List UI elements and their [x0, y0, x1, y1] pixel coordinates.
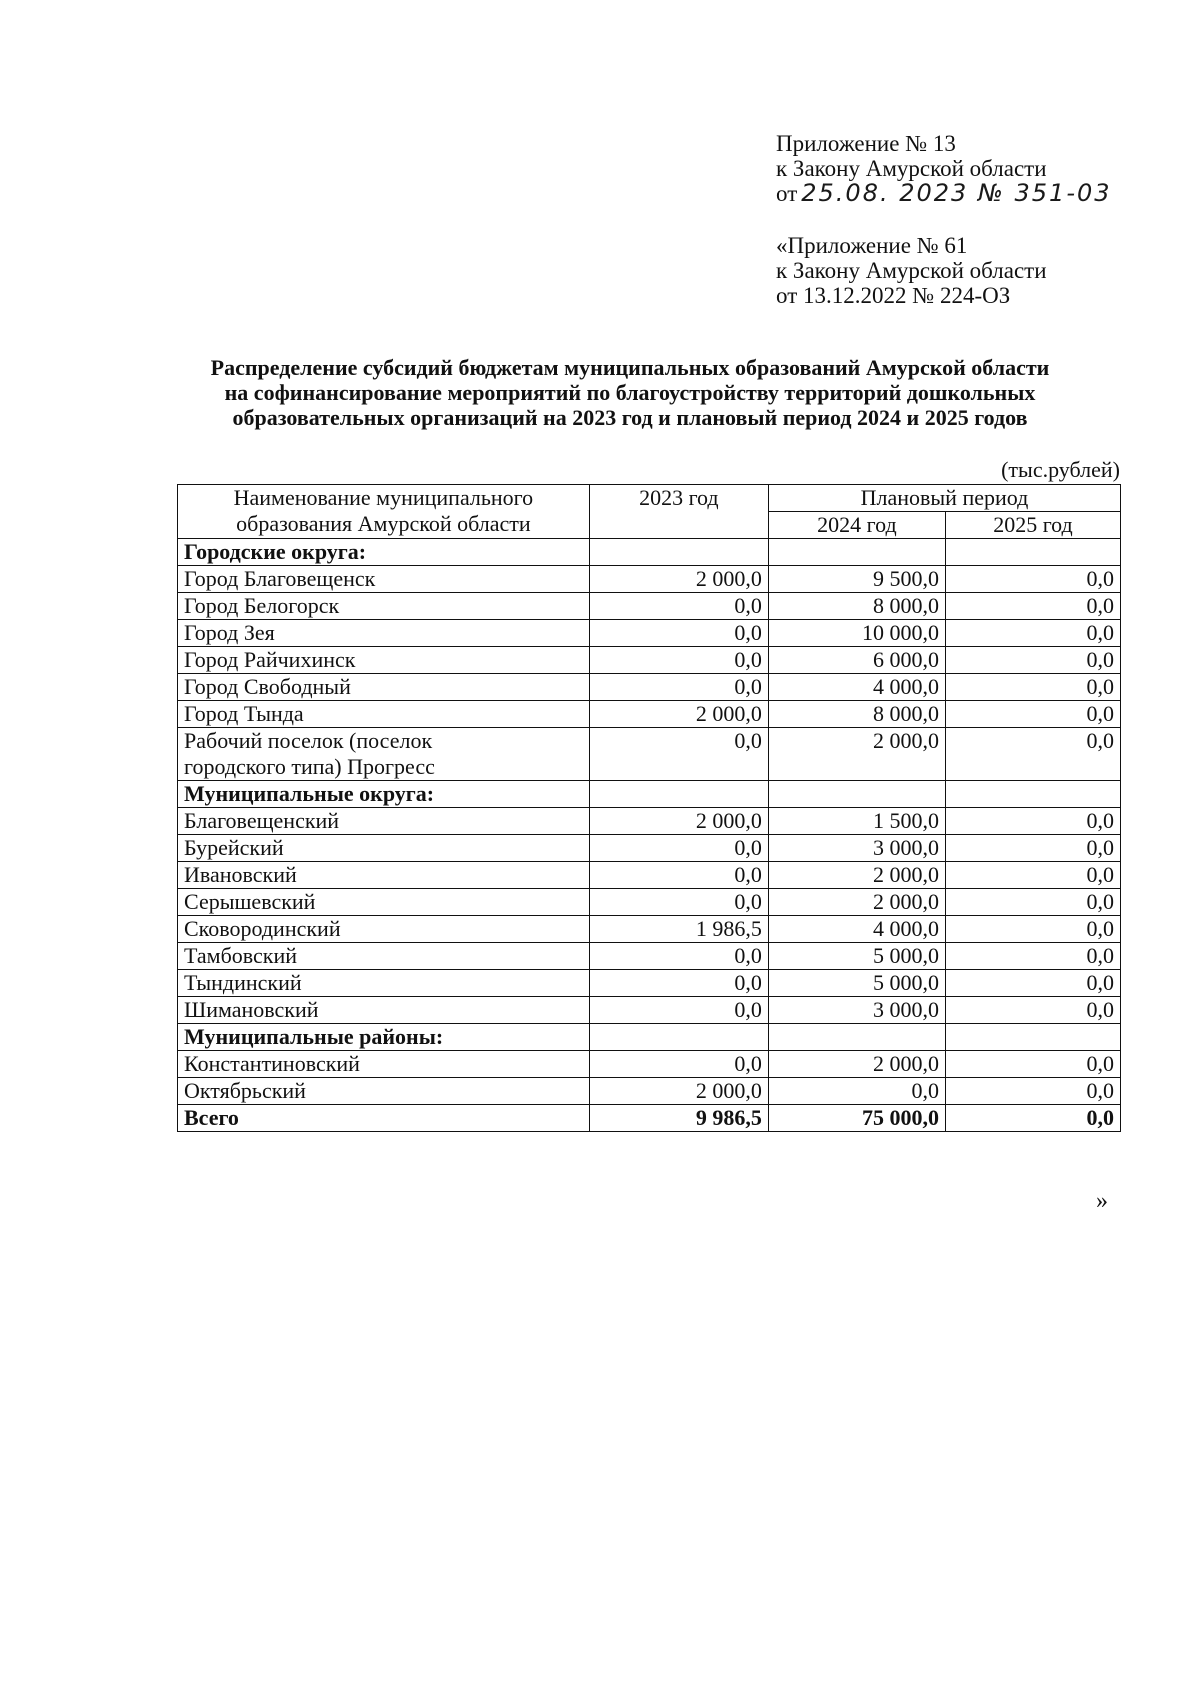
- handwritten-date-number: 25.08. 2023 № 351-03: [801, 179, 1112, 207]
- header-2025: 2025 год: [945, 512, 1120, 539]
- appendix-current-date-prefix: от: [776, 181, 798, 206]
- municipality-name: Сковородинский: [178, 916, 590, 943]
- value-2023: 0,0: [589, 1051, 768, 1078]
- value-2025: 0,0: [945, 862, 1120, 889]
- total-2024: 75 000,0: [768, 1105, 945, 1132]
- municipality-name: Ивановский: [178, 862, 590, 889]
- municipality-name-line: Рабочий поселок (поселок: [184, 728, 433, 753]
- value-2025: 0,0: [945, 647, 1120, 674]
- empty-cell: [945, 781, 1120, 808]
- value-2023: 0,0: [589, 970, 768, 997]
- municipality-name: Тындинский: [178, 970, 590, 997]
- header-municipality-line-2: образования Амурской области: [236, 511, 531, 536]
- empty-cell: [589, 539, 768, 566]
- value-2025: 0,0: [945, 1078, 1120, 1105]
- appendix-current-block: [776, 131, 1112, 206]
- value-2023: 0,0: [589, 620, 768, 647]
- value-2025: 0,0: [945, 566, 1120, 593]
- value-2024: 8 000,0: [768, 593, 945, 620]
- section-row: [178, 1024, 1121, 1051]
- table-row: [178, 970, 1121, 997]
- header-2024: 2024 год: [768, 512, 945, 539]
- empty-cell: [945, 539, 1120, 566]
- empty-cell: [768, 539, 945, 566]
- value-2024: 10 000,0: [768, 620, 945, 647]
- value-2024: 5 000,0: [768, 970, 945, 997]
- value-2025: 0,0: [945, 889, 1120, 916]
- total-2023: 9 986,5: [589, 1105, 768, 1132]
- value-2023: 0,0: [589, 593, 768, 620]
- municipality-name: Город Белогорск: [178, 593, 590, 620]
- table-row: [178, 728, 1121, 781]
- value-2024: 6 000,0: [768, 647, 945, 674]
- value-2024: 4 000,0: [768, 916, 945, 943]
- total-label: Всего: [178, 1105, 590, 1132]
- municipality-name: Город Тында: [178, 701, 590, 728]
- appendix-current-date-line: [776, 181, 1112, 206]
- value-2024: 3 000,0: [768, 997, 945, 1024]
- municipality-name: Город Свободный: [178, 674, 590, 701]
- value-2023: 2 000,0: [589, 1078, 768, 1105]
- municipality-name: Серышевский: [178, 889, 590, 916]
- total-row: [178, 1105, 1121, 1132]
- appendix-original-number: «Приложение № 61: [776, 233, 968, 258]
- table-row: [178, 593, 1121, 620]
- value-2025: 0,0: [945, 943, 1120, 970]
- municipality-name: Город Зея: [178, 620, 590, 647]
- value-2025: 0,0: [945, 808, 1120, 835]
- value-2024: 2 000,0: [768, 1051, 945, 1078]
- value-2025: 0,0: [945, 593, 1120, 620]
- value-2023: 0,0: [589, 943, 768, 970]
- title-line-2: на софинансирование мероприятий по благоустройству территорий дошкольных: [224, 380, 1036, 405]
- appendix-current-law: к Закону Амурской области: [776, 156, 1047, 181]
- value-2024: 4 000,0: [768, 674, 945, 701]
- municipality-name: Благовещенский: [178, 808, 590, 835]
- value-2025: 0,0: [945, 835, 1120, 862]
- municipality-name: Бурейский: [178, 835, 590, 862]
- table-row: [178, 566, 1121, 593]
- value-2023: 0,0: [589, 835, 768, 862]
- value-2024: 1 500,0: [768, 808, 945, 835]
- header-2023: 2023 год: [589, 485, 768, 539]
- value-2025: 0,0: [945, 1051, 1120, 1078]
- table-row: [178, 1078, 1121, 1105]
- municipality-name: Октябрьский: [178, 1078, 590, 1105]
- table-row: [178, 1051, 1121, 1078]
- table-row: [178, 916, 1121, 943]
- municipality-name: Город Райчихинск: [178, 647, 590, 674]
- table-row: [178, 889, 1121, 916]
- value-2023: 0,0: [589, 728, 768, 781]
- total-2025: 0,0: [945, 1105, 1120, 1132]
- appendix-original-law: к Закону Амурской области: [776, 258, 1047, 283]
- table-row: [178, 862, 1121, 889]
- table-row: [178, 647, 1121, 674]
- value-2025: 0,0: [945, 970, 1120, 997]
- empty-cell: [768, 1024, 945, 1051]
- value-2024: 9 500,0: [768, 566, 945, 593]
- value-2024: 0,0: [768, 1078, 945, 1105]
- value-2025: 0,0: [945, 674, 1120, 701]
- section-label: Муниципальные районы:: [178, 1024, 590, 1051]
- table-row: [178, 835, 1121, 862]
- municipality-name: Константиновский: [178, 1051, 590, 1078]
- value-2025: 0,0: [945, 916, 1120, 943]
- table-row: [178, 674, 1121, 701]
- municipality-name: Город Благовещенск: [178, 566, 590, 593]
- empty-cell: [589, 1024, 768, 1051]
- value-2025: 0,0: [945, 997, 1120, 1024]
- value-2024: 5 000,0: [768, 943, 945, 970]
- value-2025: 0,0: [945, 620, 1120, 647]
- value-2023: 0,0: [589, 674, 768, 701]
- value-2023: 2 000,0: [589, 701, 768, 728]
- value-2023: 0,0: [589, 647, 768, 674]
- closing-quote: »: [1096, 1188, 1108, 1214]
- document-title: [150, 355, 1110, 430]
- section-label: Муниципальные округа:: [178, 781, 590, 808]
- municipality-name: Тамбовский: [178, 943, 590, 970]
- municipality-name: Шимановский: [178, 997, 590, 1024]
- appendix-original-block: [776, 233, 1047, 308]
- section-row: [178, 539, 1121, 566]
- section-label: Городские округа:: [178, 539, 590, 566]
- municipality-name: [178, 728, 590, 781]
- value-2023: 0,0: [589, 997, 768, 1024]
- value-2023: 2 000,0: [589, 808, 768, 835]
- table-row: [178, 943, 1121, 970]
- empty-cell: [589, 781, 768, 808]
- value-2024: 2 000,0: [768, 862, 945, 889]
- units-label: (тыс.рублей): [1001, 457, 1120, 482]
- title-line-3: образовательных организаций на 2023 год и плановый период 2024 и 2025 годов: [232, 405, 1028, 430]
- value-2024: 2 000,0: [768, 889, 945, 916]
- value-2025: 0,0: [945, 728, 1120, 781]
- table-row: [178, 620, 1121, 647]
- value-2023: 0,0: [589, 889, 768, 916]
- title-line-1: Распределение субсидий бюджетам муниципальных образований Амурской области: [210, 355, 1050, 380]
- value-2025: 0,0: [945, 701, 1120, 728]
- header-municipality-line-1: Наименование муниципального: [233, 485, 534, 510]
- value-2024: 8 000,0: [768, 701, 945, 728]
- value-2024: 2 000,0: [768, 728, 945, 781]
- appendix-original-date: от 13.12.2022 № 224-ОЗ: [776, 283, 1011, 308]
- table-body: [178, 539, 1121, 1105]
- value-2023: 2 000,0: [589, 566, 768, 593]
- subsidy-table: [177, 484, 1121, 1132]
- empty-cell: [768, 781, 945, 808]
- header-municipality: [178, 485, 590, 539]
- value-2023: 0,0: [589, 862, 768, 889]
- header-planned-period: Плановый период: [768, 485, 1120, 512]
- section-row: [178, 781, 1121, 808]
- value-2024: 3 000,0: [768, 835, 945, 862]
- appendix-current-number: Приложение № 13: [776, 131, 956, 156]
- empty-cell: [945, 1024, 1120, 1051]
- value-2023: 1 986,5: [589, 916, 768, 943]
- table-row: [178, 808, 1121, 835]
- table-row: [178, 701, 1121, 728]
- municipality-name-line: городского типа) Прогресс: [184, 754, 435, 779]
- table-row: [178, 997, 1121, 1024]
